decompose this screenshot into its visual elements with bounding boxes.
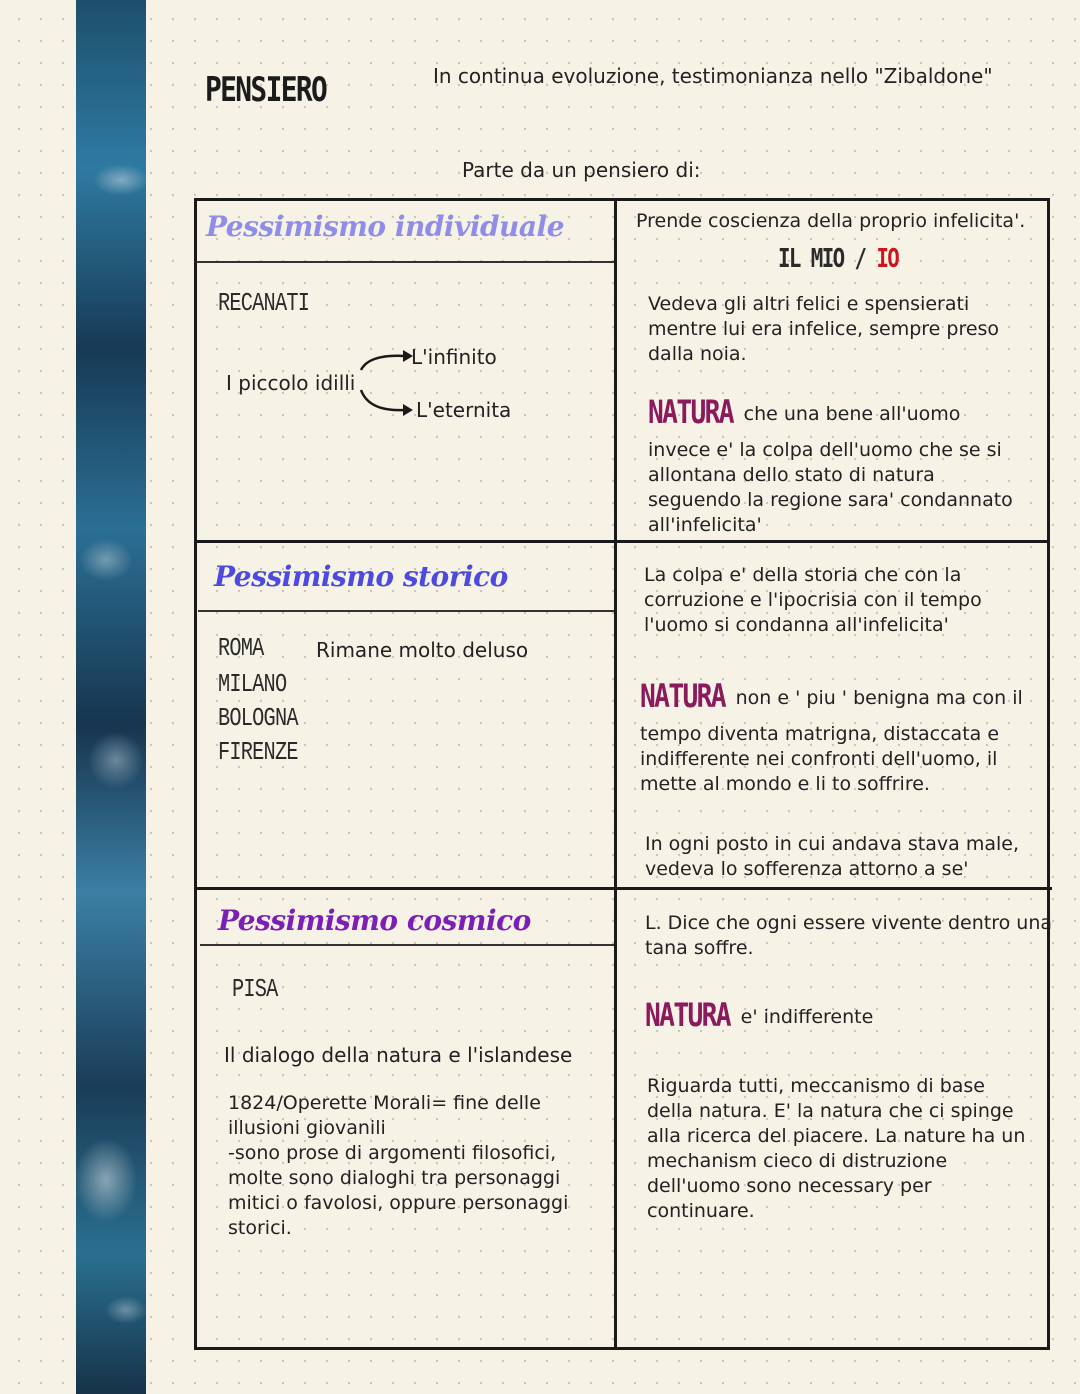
s1-p2-line: Vedeva gli altri felici e spensierati	[648, 293, 970, 315]
s1-p3-line: seguendo la regione sara' condannato	[648, 489, 1013, 511]
idilli-label: I piccolo idilli	[226, 371, 356, 395]
branch-infinito: L'infinito	[411, 345, 497, 369]
natura-tail: non e ' piu ' benigna ma con il	[735, 687, 1023, 709]
s1-p2-line: mentre lui era infelice, sempre preso	[648, 318, 1000, 340]
s2-p1-line: l'uomo si condanna all'infelicita'	[644, 614, 949, 636]
s1-right-p3	[648, 438, 1013, 538]
s1-natura-line	[648, 393, 961, 431]
mio-black: IL MIO /	[778, 244, 866, 274]
s1-p3-line: invece e' la colpa dell'uomo che se si	[648, 439, 1002, 461]
mio-red: IO	[876, 244, 899, 274]
page-subtitle: In continua evoluzione, testimonianza nello "Zibaldone"	[433, 64, 993, 88]
intro-text: Parte da un pensiero di:	[462, 158, 701, 182]
s2-p2-line: indifferente nei confronti dell'uomo, il	[640, 748, 998, 770]
s3-p2-line: Riguarda tutti, meccanismo di base	[647, 1075, 985, 1097]
s2-right-p3	[645, 832, 1019, 882]
s3-p2-line: della natura. E' la natura che ci spinge	[647, 1100, 1014, 1122]
natura-label: NATURA	[640, 677, 725, 715]
dialogo-text: Il dialogo della natura e l'islandese	[224, 1043, 573, 1067]
operette-line: 1824/Operette Morali= fine delle	[228, 1092, 541, 1114]
s3-p2-line: continuare.	[647, 1200, 755, 1222]
city-firenze: FIRENZE	[218, 737, 298, 767]
decorative-photo-strip	[76, 0, 146, 1394]
s2-p1-line: corruzione e l'ipocrisia con il tempo	[644, 589, 982, 611]
s3-natura-line	[645, 996, 874, 1034]
s1-right-p1: Prende coscienza della proprio infelicita'.	[636, 210, 1026, 232]
s2-natura-line	[640, 677, 1023, 715]
s2-right-p2	[640, 722, 999, 797]
branch-arrows-icon	[355, 340, 415, 420]
s1-p3-line: allontana dello stato di natura	[648, 464, 935, 486]
s1-p3-line: all'infelicita'	[648, 514, 762, 536]
s2-p3-line: vedeva lo sofferenza attorno a se'	[645, 858, 969, 880]
natura-label: NATURA	[645, 996, 730, 1034]
page-title: PENSIERO	[205, 70, 327, 110]
s3-right-p2	[647, 1074, 1025, 1224]
page-margin	[0, 0, 76, 1394]
city-milano: MILANO	[218, 669, 287, 699]
il-mio-io	[778, 244, 898, 274]
city-roma: ROMA	[218, 633, 264, 663]
city-bologna: BOLOGNA	[218, 703, 298, 733]
s3-p2-line: dell'uomo sono necessary per	[647, 1175, 932, 1197]
s3-p1-line: tana soffre.	[645, 937, 754, 959]
natura-tail: che una bene all'uomo	[743, 403, 961, 425]
heading-pessimismo-storico: Pessimismo storico	[214, 560, 508, 593]
operette-text	[228, 1091, 568, 1241]
s3-p2-line: alla ricerca del piacere. La nature ha un	[647, 1125, 1026, 1147]
s3-right-p1	[645, 911, 1052, 961]
s3-p2-line: mechanism cieco di distruzione	[647, 1150, 948, 1172]
s1-right-p2	[648, 292, 999, 367]
place-pisa: PISA	[232, 974, 278, 1004]
branch-eternita: L'eternita	[416, 398, 512, 422]
natura-label: NATURA	[648, 393, 733, 431]
operette-line: illusioni giovanili	[228, 1117, 386, 1139]
s3-p1-line: L. Dice che ogni essere vivente dentro una	[645, 912, 1053, 934]
s2-right-p1	[644, 563, 982, 638]
s2-p1-line: La colpa e' della storia che con la	[644, 564, 962, 586]
heading-pessimismo-cosmico: Pessimismo cosmico	[218, 904, 531, 937]
note-deluso: Rimane molto deluso	[316, 638, 529, 662]
operette-line: -sono prose di argomenti filosofici,	[228, 1142, 557, 1164]
s2-p2-line: mette al mondo e li to soffrire.	[640, 773, 930, 795]
place-recanati: RECANATI	[218, 288, 310, 318]
s2-p2-line: tempo diventa matrigna, distaccata e	[640, 723, 1000, 745]
s2-p3-line: In ogni posto in cui andava stava male,	[645, 833, 1019, 855]
operette-line: storici.	[228, 1217, 292, 1239]
s1-p2-line: dalla noia.	[648, 343, 747, 365]
heading-pessimismo-individuale: Pessimismo individuale	[206, 210, 565, 243]
operette-line: molte sono dialoghi tra personaggi	[228, 1167, 561, 1189]
operette-line: mitici o favolosi, oppure personaggi	[228, 1192, 569, 1214]
natura-tail: e' indifferente	[740, 1006, 874, 1028]
